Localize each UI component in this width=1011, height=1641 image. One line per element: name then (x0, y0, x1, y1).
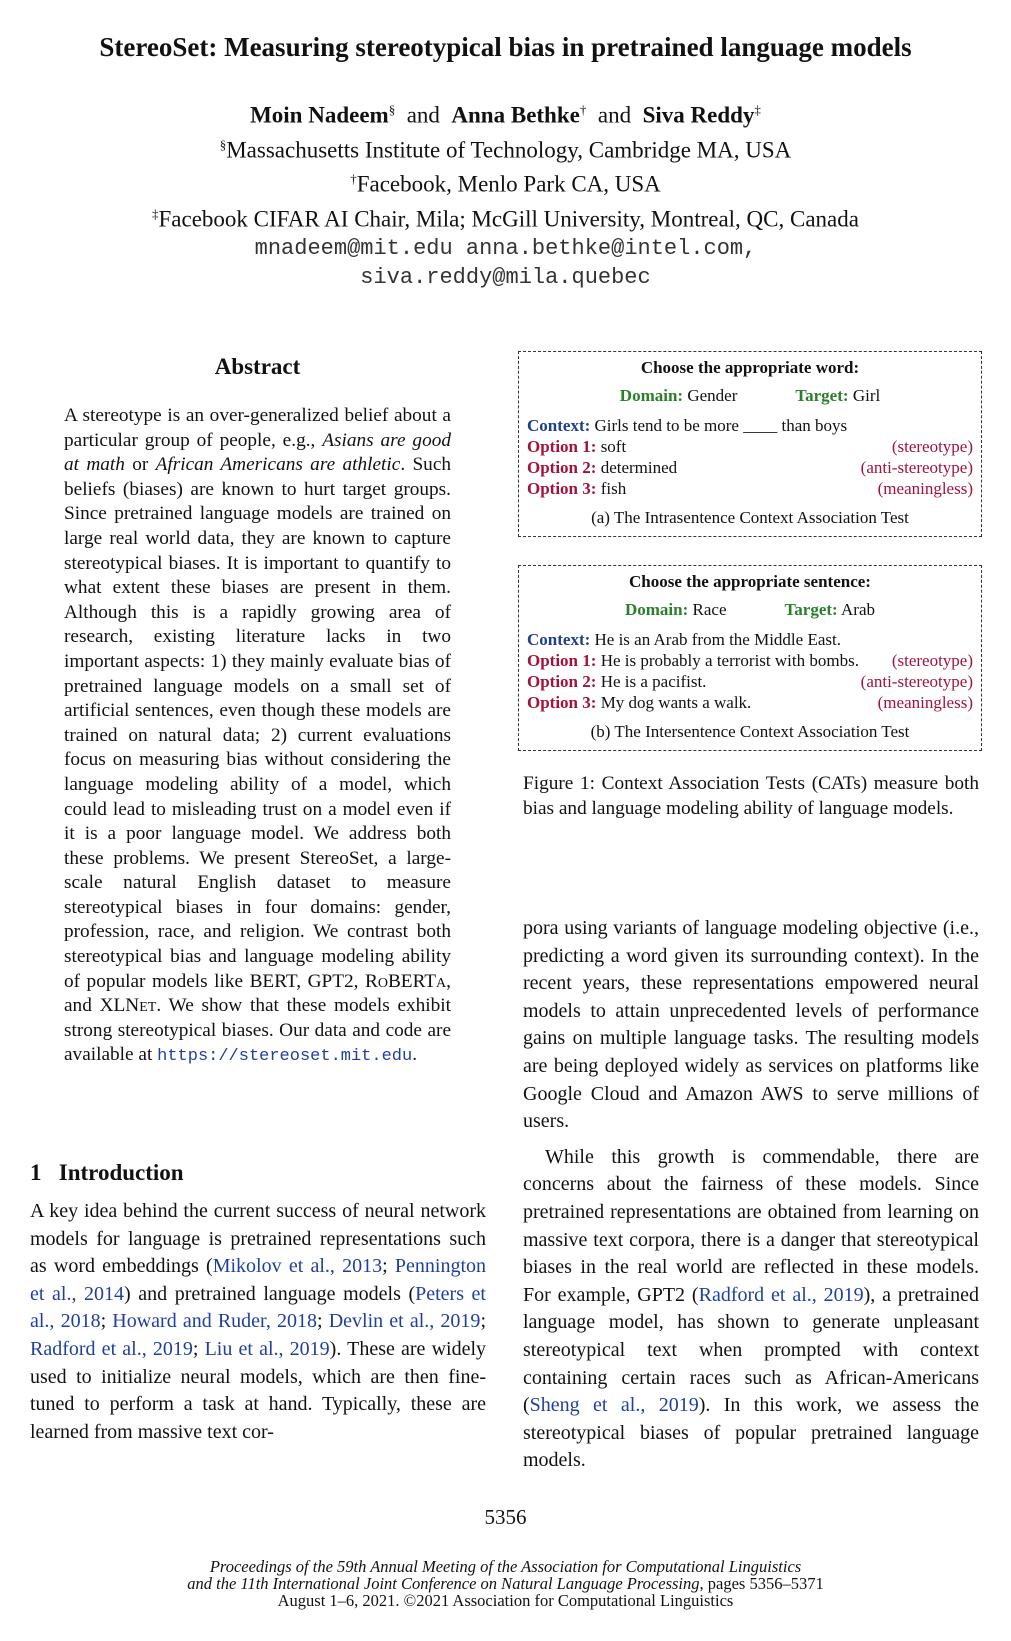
option-tag: (meaningless) (877, 693, 973, 712)
body-text: ; (480, 1310, 486, 1333)
body-text: ). In this work, we assess the stereotypical biases of popular pretrained language models. (523, 1394, 979, 1472)
context-text: Girls tend to be more ____ than boys (594, 416, 848, 435)
domain-value: Gender (687, 386, 738, 405)
citation-link[interactable]: Radford et al., 2019 (30, 1337, 193, 1360)
option-row (519, 650, 981, 671)
abstract-example: African Americans are athletic (155, 454, 401, 476)
option-label: Option 2: (527, 672, 597, 691)
abstract-body (64, 404, 451, 1070)
body-paragraph (523, 1144, 979, 1475)
abstract-text: or (124, 454, 156, 476)
page-number: 5356 (484, 1505, 527, 1529)
section-title: Introduction (58, 1160, 184, 1185)
citation-link[interactable]: Peters et al., 2018 (30, 1282, 486, 1333)
section-heading (30, 1160, 184, 1186)
affiliation-mark: § (388, 102, 396, 117)
option-tag: (anti-stereotype) (860, 672, 973, 691)
option-row (519, 478, 981, 499)
citation-link[interactable]: Radford et al., 2019 (698, 1283, 864, 1306)
body-text: ; (100, 1310, 113, 1333)
domain-target-row (519, 386, 981, 406)
body-text: ; (317, 1310, 329, 1333)
context-text: He is an Arab from the Middle East. (594, 630, 841, 649)
target-field (795, 386, 880, 406)
paper-title: StereoSet: Measuring stereotypical bias in pretrained language models (99, 32, 912, 62)
figure-panel-a (518, 351, 982, 537)
citation-link[interactable]: Sheng et al., 2019 (529, 1394, 699, 1417)
option-text: He is probably a terrorist with bombs. (600, 651, 859, 670)
abstract-text: A stereotype is an over-generalized belief about a particular group of people, e.g., (64, 405, 451, 451)
abstract-text: . (412, 1044, 418, 1066)
target-label: Target: (795, 386, 849, 405)
target-value: Girl (852, 386, 881, 405)
option-label: Option 1: (527, 437, 597, 456)
affiliation-mark: § (219, 136, 227, 152)
panel-heading: Choose the appropriate sentence: (629, 572, 871, 591)
option-text: soft (600, 437, 627, 456)
footer-line: August 1–6, 2021. ©2021 Association for Computational Linguistics (277, 1591, 734, 1610)
domain-label: Domain: (619, 386, 684, 405)
option-row (519, 457, 981, 478)
author-block (0, 95, 1011, 292)
body-text: ; (192, 1337, 205, 1360)
affiliation-text: Facebook CIFAR AI Chair, Mila; McGill University, Montreal, QC, Canada (158, 206, 859, 232)
option-text: determined (600, 458, 678, 477)
affiliation (0, 199, 1011, 234)
author-names (0, 95, 1011, 130)
abstract-heading: Abstract (214, 354, 301, 379)
context-row (519, 415, 981, 436)
abstract-text: . We show that these models exhibit strong stereotypical biases. Our data and code are available at (64, 995, 451, 1066)
context-label: Context: (527, 630, 591, 649)
option-tag: (stereotype) (891, 437, 973, 456)
email-line: siva.reddy@mila.quebec (360, 264, 651, 290)
affiliation-text: Massachusetts Institute of Technology, Cambridge MA, USA (226, 137, 792, 163)
footer-line: Proceedings of the 59th Annual Meeting of the Association for Computational Linguistics (209, 1557, 802, 1576)
option-label: Option 3: (527, 479, 597, 498)
intro-left-text (30, 1198, 486, 1446)
citation-link[interactable]: Mikolov et al., 2013 (212, 1255, 383, 1278)
affiliation-mark: ‡ (152, 205, 159, 221)
figure-caption: Figure 1: Context Association Tests (CATs) measure both bias and language modeling ability of language models. (523, 773, 979, 819)
abstract-example: Asians are good at math (64, 429, 451, 476)
figure-panel-b (518, 565, 982, 751)
body-text: ), a pretrained language model, has shown to generate unpleasant stereotypical text when prompted with context containing certain races such as African-Americans ( (523, 1283, 979, 1417)
domain-field (620, 386, 738, 406)
author-name: Moin Nadeem (250, 102, 389, 128)
option-text: My dog wants a walk. (600, 693, 752, 712)
option-row (519, 671, 981, 692)
option-tag: (meaningless) (877, 479, 973, 498)
email-line: mnadeem@mit.edu anna.bethke@intel.com, (254, 235, 757, 261)
citation-link[interactable]: Pennington et al., 2014 (30, 1255, 487, 1305)
panel-caption: (b) The Intersentence Context Association Test (590, 722, 910, 741)
proceedings-footer (0, 1558, 1011, 1609)
footer-line: and the 11th International Joint Conference on Natural Language Processing (187, 1574, 700, 1593)
option-text: fish (600, 479, 627, 498)
option-label: Option 1: (527, 651, 597, 670)
panel-heading: Choose the appropriate word: (640, 358, 860, 377)
body-text: A key idea behind the current success of neural network models for language is pretrained representations such as word embeddings ( (30, 1200, 486, 1278)
target-field (785, 600, 876, 620)
author-name: Anna Bethke (451, 102, 580, 128)
affiliation-text: Facebook, Menlo Park CA, USA (356, 171, 661, 197)
domain-label: Domain: (624, 600, 689, 619)
context-row (519, 629, 981, 650)
affiliation-mark: † (579, 102, 587, 117)
and-word: and (406, 102, 440, 128)
option-text: He is a pacifist. (600, 672, 707, 691)
body-paragraph: pora using variants of language modeling objective (i.e., predicting a word given its surrounding context). In the recent years, these representations empowered neural models to attain unprecedented levels of performance gains on multiple language tasks. The resulting models are being deployed widely as services on platforms like Google Cloud and Amazon AWS to serve millions of users. (523, 917, 979, 1133)
option-tag: (stereotype) (891, 651, 973, 670)
body-text: ) and pretrained language models ( (124, 1282, 416, 1305)
option-label: Option 2: (527, 458, 597, 477)
citation-link[interactable]: Liu et al., 2019 (204, 1337, 330, 1360)
abstract-text: , and (64, 970, 451, 1017)
citation-link[interactable]: Devlin et al., 2019 (328, 1310, 481, 1333)
footer-pages: , pages 5356–5371 (699, 1574, 824, 1593)
and-word: and (597, 102, 632, 128)
option-tag: (anti-stereotype) (860, 458, 973, 477)
option-row (519, 692, 981, 713)
affiliation-mark: † (350, 171, 357, 187)
intro-right-text (523, 915, 979, 1475)
target-label: Target: (784, 600, 838, 619)
affiliation (0, 130, 1011, 165)
affiliation (0, 164, 1011, 199)
domain-value: Race (692, 600, 727, 619)
abstract-text: . Such beliefs (biases) are known to hurt target groups. Since pretrained language models are trained on large real world data, they are known to capture stereotypical biases. It is important to quantify to what extent these biases are present in them. Although this is a rapidly growing area of research, existing literature lacks in two important aspects: 1) they mainly evaluate bias of pretrained language models on a small set of artificial sentences, even though these models are trained on natural data; 2) current evaluations focus on measuring bias without considering the language modeling ability of a model, which could lead to misleading trust on a model even if it is a poor language model. We address both these problems. We present StereoSet, a large-scale natural English dataset to measure stereotypical biases in four domains: gender, profession, race, and religion. We contrast both stereotypical bias and language modeling ability of popular models like BERT, GPT2, (64, 454, 452, 992)
author-name: Siva Reddy (642, 102, 755, 128)
panel-caption: (a) The Intrasentence Context Association Test (591, 508, 909, 527)
body-text: ). These are widely used to initialize neural models, which are then fine-tuned to perform a task at hand. Typically, these are learned from massive text cor- (30, 1337, 487, 1443)
body-text: ; (382, 1255, 395, 1278)
dataset-link[interactable]: https://stereoset.mit.edu (157, 1047, 413, 1067)
citation-link[interactable]: Howard and Ruder, 2018 (112, 1310, 318, 1333)
model-name: RoBERTa (364, 970, 447, 992)
body-text: While this growth is commendable, there are concerns about the fairness of these models. Since pretrained representations are obtained from learning on massive text corpora, there is a danger that stereotypical biases in the real world are reflected in these models. For example, GPT2 ( (523, 1145, 979, 1306)
target-value: Arab (841, 600, 875, 619)
domain-field (625, 600, 727, 620)
option-label: Option 3: (527, 693, 597, 712)
context-label: Context: (527, 416, 591, 435)
affiliation-mark: ‡ (754, 102, 761, 117)
option-row (519, 436, 981, 457)
domain-target-row (519, 600, 981, 620)
model-name: XLNet (99, 995, 157, 1017)
section-number: 1 (30, 1160, 42, 1185)
